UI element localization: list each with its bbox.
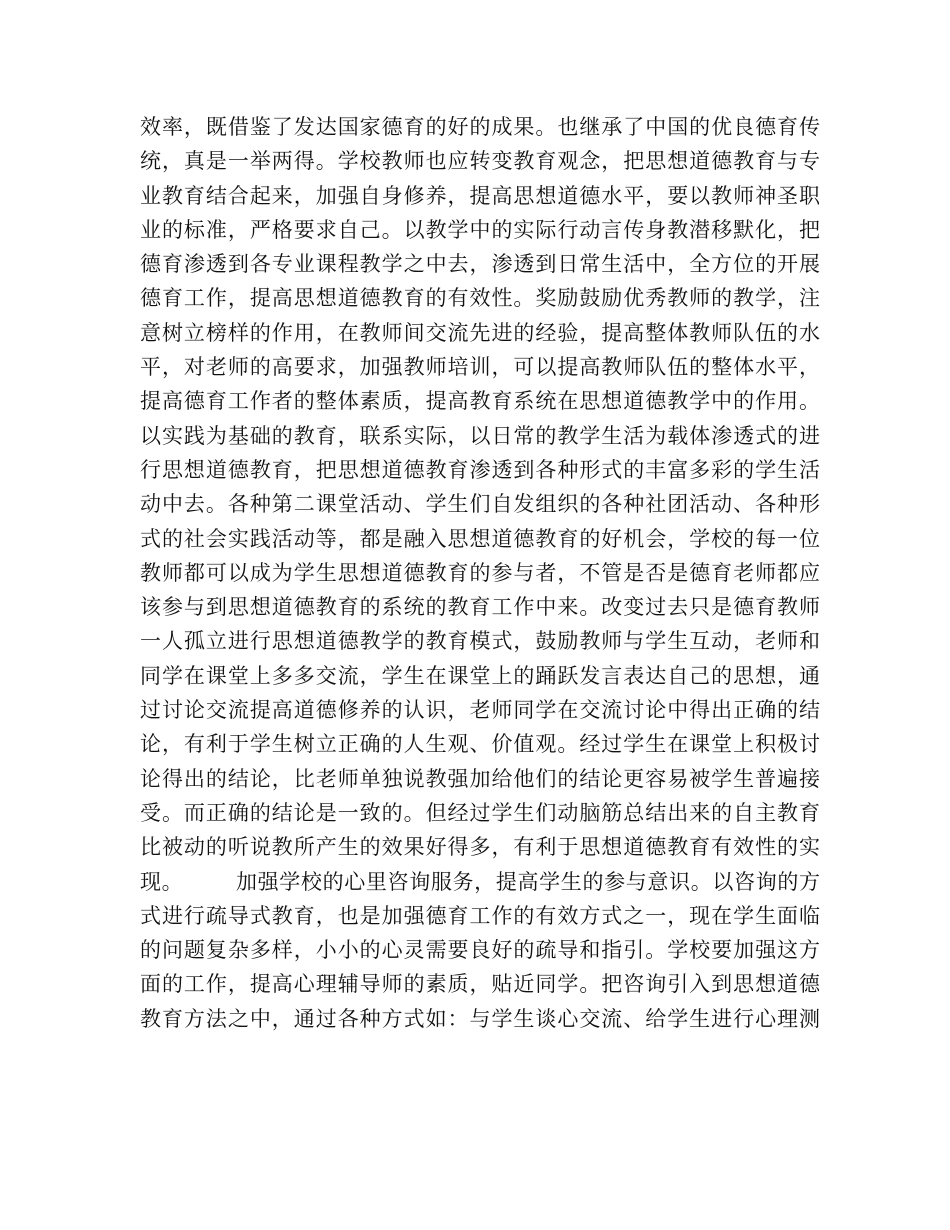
text-line: 平，对老师的高要求，加强教师培训，可以提高教师队伍的整体水平，	[140, 355, 820, 380]
text-line: 面的工作，提高心理辅导师的素质，贴近同学。把咨询引入到思想道德	[140, 972, 820, 997]
paragraph-start: 加强学校的心里咨询服务，提高学生的参与意识。以咨询的方	[235, 869, 820, 894]
text-line: 论，有利于学生树立正确的人生观、价值观。经过学生在课堂上积极讨	[140, 732, 820, 757]
text-line: 业的标准，严格要求自己。以教学中的实际行动言传身教潜移默化，把	[140, 217, 820, 242]
text-line: 动中去。各种第二课堂活动、学生们自发组织的各种社团活动、各种形	[140, 492, 820, 517]
text-line: 提高德育工作者的整体素质，提高教育系统在思想道德教学中的作用。	[140, 389, 820, 414]
text-line: 一人孤立进行思想道德教学的教育模式，鼓励教师与学生互动，老师和	[140, 629, 820, 654]
text-line: 该参与到思想道德教育的系统的教育工作中来。改变过去只是德育教师	[140, 595, 820, 620]
text-line: 受。而正确的结论是一致的。但经过学生们动脑筋总结出来的自主教育	[140, 800, 820, 825]
text-line: 比被动的听说教所产生的效果好得多，有利于思想道德教育有效性的实	[140, 835, 820, 860]
text-line: 德育工作，提高思想道德教育的有效性。奖励鼓励优秀教师的教学，注	[140, 286, 820, 311]
text-line: 式的社会实践活动等，都是融入思想道德教育的好机会，学校的每一位	[140, 526, 820, 551]
text-line: 论得出的结论，比老师单独说教强加给他们的结论更容易被学生普遍接	[140, 766, 820, 791]
paragraph-break-line	[140, 865, 820, 899]
text-line: 德育渗透到各专业课程教学之中去，渗透到日常生活中，全方位的开展	[140, 252, 820, 277]
text-line: 以实践为基础的教育，联系实际，以日常的教学生活为载体渗透式的进	[140, 423, 820, 448]
text-line: 同学在课堂上多多交流，学生在课堂上的踊跃发言表达自己的思想，通	[140, 663, 820, 688]
text-line: 行思想道德教育，把思想道德教育渗透到各种形式的丰富多彩的学生活	[140, 457, 820, 482]
text-line: 的问题复杂多样，小小的心灵需要良好的疏导和指引。学校要加强这方	[140, 938, 820, 963]
body-text	[140, 110, 820, 1036]
text-line: 意树立榜样的作用，在教师间交流先进的经验，提高整体教师队伍的水	[140, 320, 820, 345]
text-line: 式进行疏导式教育，也是加强德育工作的有效方式之一，现在学生面临	[140, 903, 820, 928]
text-line: 过讨论交流提高道德修养的认识，老师同学在交流讨论中得出正确的结	[140, 698, 820, 723]
text-line: 教育方法之中，通过各种方式如：与学生谈心交流、给学生进行心理测	[140, 1006, 820, 1031]
paragraph-end: 现。	[140, 869, 184, 894]
text-line: 教师都可以成为学生思想道德教育的参与者，不管是否是德育老师都应	[140, 560, 820, 585]
text-line: 效率，既借鉴了发达国家德育的好的成果。也继承了中国的优良德育传	[140, 115, 820, 139]
text-line: 业教育结合起来，加强自身修养，提高思想道德水平，要以教师神圣职	[140, 183, 820, 208]
text-line: 统，真是一举两得。学校教师也应转变教育观念，把思想道德教育与专	[140, 149, 820, 174]
